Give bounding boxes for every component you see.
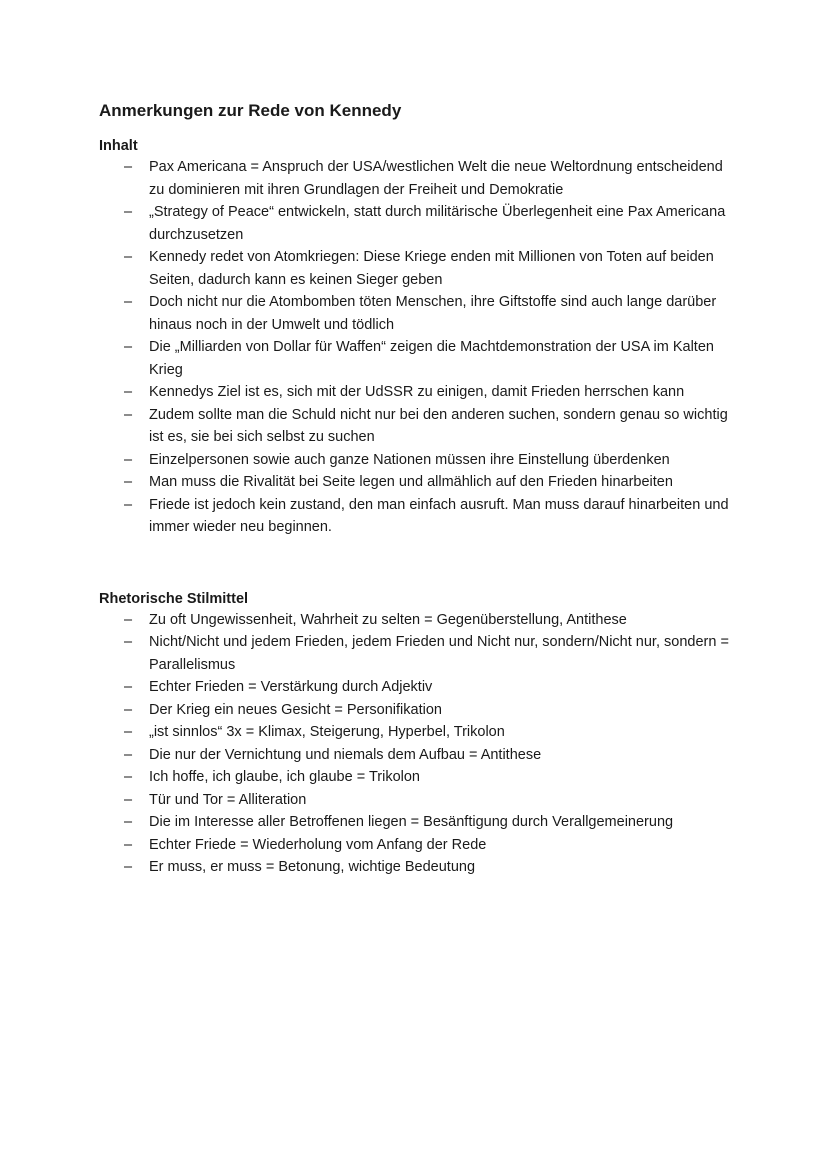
list-item — [99, 201, 739, 246]
list-item-text: Echter Frieden = Verstärkung durch Adjektiv — [149, 679, 433, 695]
list-item — [99, 856, 739, 879]
list-item — [99, 721, 739, 744]
list-item-text: Echter Friede = Wiederholung vom Anfang der Rede — [149, 836, 487, 853]
list-item — [99, 336, 739, 381]
list-item-text: Die im Interesse aller Betroffenen liegen = Besänftigung durch Verallgemeinerung — [149, 814, 674, 830]
list-item — [99, 291, 739, 336]
document-content — [99, 100, 739, 879]
list-rhetorische-stilmittel — [99, 609, 739, 879]
section-heading-inhalt: Inhalt — [99, 138, 138, 154]
list-item-text: Tür und Tor = Alliteration — [149, 791, 307, 808]
list-item — [99, 449, 739, 472]
bullet-dash: – — [124, 769, 133, 785]
bullet-dash: – — [124, 611, 133, 628]
list-item-text: Er muss, er muss = Betonung, wichtige Bedeutung — [149, 859, 476, 875]
bullet-dash: – — [124, 634, 133, 650]
list-item — [99, 834, 739, 857]
bullet-dash: – — [124, 474, 133, 490]
list-item-text: „Strategy of Peace“ entwickeln, statt durch militärische Überlegenheit eine Pax Americana durchzusetzen — [149, 204, 726, 243]
bullet-dash: – — [124, 159, 133, 175]
list-item-text: Kennedys Ziel ist es, sich mit der UdSSR zu einigen, damit Frieden herrschen kann — [149, 384, 685, 400]
list-item — [99, 766, 739, 789]
list-item-text: Zu oft Ungewissenheit, Wahrheit zu selten = Gegenüberstellung, Antithese — [149, 611, 627, 628]
bullet-dash: – — [124, 339, 133, 355]
section-heading-rhetorische-stilmittel: Rhetorische Stilmittel — [99, 590, 249, 607]
bullet-dash: – — [124, 836, 133, 853]
list-item — [99, 246, 739, 291]
list-item — [99, 811, 739, 834]
list-item-text: Einzelpersonen sowie auch ganze Nationen müssen ihre Einstellung überdenken — [149, 451, 670, 468]
bullet-dash: – — [124, 204, 133, 220]
list-item-text: Nicht/Nicht und jedem Frieden, jedem Frieden und Nicht nur, sondern/Nicht nur, sondern = Parallelismus — [149, 634, 729, 673]
list-item — [99, 471, 739, 494]
list-item — [99, 744, 739, 767]
bullet-dash: – — [124, 814, 133, 830]
bullet-dash: – — [124, 496, 133, 513]
list-item — [99, 609, 739, 632]
list-item-text: Der Krieg ein neues Gesicht = Personifikation — [149, 701, 442, 718]
list-item-text: Ich hoffe, ich glaube, ich glaube = Trikolon — [149, 769, 420, 785]
list-item-text: Friede ist jedoch kein zustand, den man einfach ausruft. Man muss darauf hinarbeiten und immer wieder neu beginnen. — [149, 496, 729, 535]
list-item — [99, 676, 739, 699]
list-item-text: Doch nicht nur die Atombomben töten Menschen, ihre Giftstoffe sind auch lange darüber hinaus noch in der Umwelt und tödlich — [149, 294, 717, 333]
bullet-dash: – — [124, 724, 133, 740]
list-item-text: Pax Americana = Anspruch der USA/westlichen Welt die neue Weltordnung entscheidend zu dominieren mit ihren Grundlagen der Freiheit und Demokratie — [149, 159, 723, 198]
list-item-text: „ist sinnlos“ 3x = Klimax, Steigerung, Hyperbel, Trikolon — [149, 724, 505, 740]
list-item — [99, 494, 739, 539]
bullet-dash: – — [124, 746, 133, 763]
list-item-text: Man muss die Rivalität bei Seite legen und allmählich auf den Frieden hinarbeiten — [149, 474, 673, 490]
list-item — [99, 789, 739, 812]
list-item — [99, 404, 739, 449]
list-item-text: Kennedy redet von Atomkriegen: Diese Kriege enden mit Millionen von Toten auf beiden Seiten, dadurch kann es keinen Sieger geben — [149, 249, 714, 288]
list-item — [99, 381, 739, 404]
bullet-dash: – — [124, 294, 133, 310]
bullet-dash: – — [124, 859, 133, 875]
list-inhalt — [99, 156, 739, 539]
bullet-dash: – — [124, 384, 133, 400]
document-title: Anmerkungen zur Rede von Kennedy — [99, 101, 402, 120]
list-item-text: Die nur der Vernichtung und niemals dem Aufbau = Antithese — [149, 746, 542, 763]
bullet-dash: – — [124, 679, 133, 695]
list-item — [99, 631, 739, 676]
bullet-dash: – — [124, 701, 133, 718]
bullet-dash: – — [124, 406, 133, 423]
bullet-dash: – — [124, 249, 133, 265]
list-item — [99, 156, 739, 201]
list-item — [99, 699, 739, 722]
bullet-dash: – — [124, 451, 133, 468]
bullet-dash: – — [124, 791, 133, 808]
list-item-text: Die „Milliarden von Dollar für Waffen“ zeigen die Machtdemonstration der USA im Kalten Krieg — [149, 339, 714, 378]
list-item-text: Zudem sollte man die Schuld nicht nur bei den anderen suchen, sondern genau so wichtig ist es, sie bei sich selbst zu suchen — [149, 406, 728, 445]
